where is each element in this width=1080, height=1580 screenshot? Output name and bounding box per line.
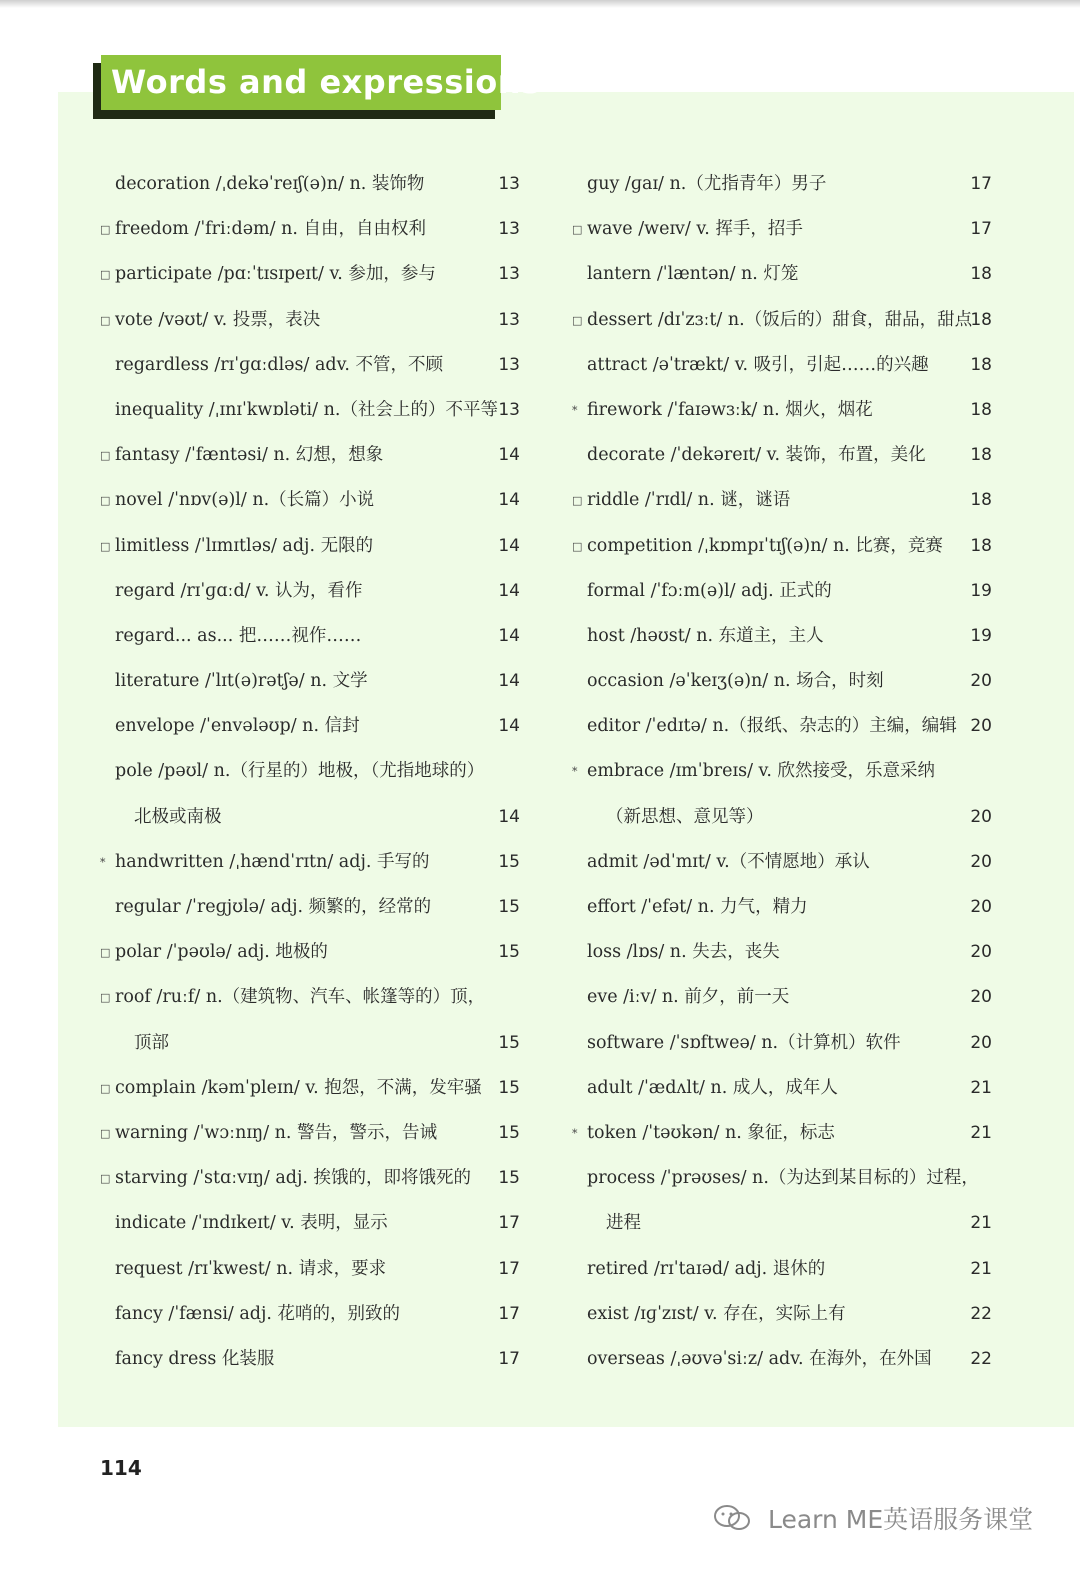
- entry-page-ref: 13: [498, 219, 520, 240]
- entry-text: roof /ruːf/ n.（建筑物、汽车、帐篷等的）顶，: [115, 987, 486, 1008]
- entry-page-ref: 17: [970, 219, 992, 240]
- entry-text: admit /ədˈmɪt/ v.（不情愿地）承认: [587, 851, 870, 872]
- vocab-entry: [100, 478, 520, 523]
- entry-page-ref: 20: [970, 987, 992, 1008]
- section-heading: Words and expressions: [101, 55, 501, 110]
- entry-text: riddle /ˈrɪdl/ n. 谜，谜语: [587, 490, 791, 511]
- entry-marker: □: [100, 313, 111, 327]
- entry-text: fancy dress 化装服: [115, 1348, 275, 1369]
- entry-page-ref: 20: [970, 806, 992, 827]
- entry-page-ref: 18: [970, 309, 992, 330]
- entry-text: lantern /ˈlæntən/ n. 灯笼: [587, 264, 799, 285]
- entry-text: attract /əˈtrækt/ v. 吸引，引起……的兴趣: [587, 354, 929, 375]
- vocab-entry: [572, 1156, 992, 1201]
- entry-page-ref: 17: [498, 1258, 520, 1279]
- entry-text: formal /ˈfɔːm(ə)l/ adj. 正式的: [587, 580, 832, 601]
- entry-marker: □: [100, 268, 111, 282]
- entry-page-ref: 18: [970, 490, 992, 511]
- vocab-entry: [572, 614, 992, 659]
- entry-page-ref: 17: [498, 1213, 520, 1234]
- vocab-entry: [100, 1111, 520, 1156]
- entry-text: editor /ˈedɪtə/ n.（报纸、杂志的）主编，编辑: [587, 716, 957, 737]
- entry-text: dessert /dɪˈzɜːt/ n.（饭后的）甜食，甜品，甜点: [587, 309, 973, 330]
- vocab-entry: [100, 659, 520, 704]
- entry-marker: □: [100, 494, 111, 508]
- watermark: [712, 1500, 1033, 1536]
- entry-page-ref: 18: [970, 399, 992, 420]
- entry-text: guy /ɡaɪ/ n.（尤指青年）男子: [587, 174, 827, 194]
- vocab-entry: [100, 749, 520, 794]
- vocab-entry: [572, 433, 992, 478]
- vocab-entry: [100, 1066, 520, 1111]
- vocab-entry: [100, 433, 520, 478]
- entry-page-ref: 20: [970, 1032, 992, 1053]
- entry-page-ref: 14: [498, 445, 520, 466]
- vocab-entry: [100, 388, 520, 433]
- vocab-entry: [572, 1066, 992, 1111]
- entry-marker: □: [100, 1081, 111, 1095]
- entry-page-ref: 15: [498, 897, 520, 917]
- entry-marker: □: [572, 313, 583, 327]
- entry-text: embrace /ɪmˈbreɪs/ v. 欣然接受，乐意采纳: [587, 761, 935, 782]
- vocab-entry: [572, 1201, 992, 1246]
- vocab-entry: [572, 659, 992, 704]
- entry-page-ref: 20: [970, 716, 992, 737]
- entry-page-ref: 21: [970, 1258, 992, 1279]
- entry-page-ref: 15: [498, 1168, 520, 1189]
- entry-text: limitless /ˈlɪmɪtləs/ adj. 无限的: [115, 535, 374, 556]
- entry-marker: *: [572, 765, 578, 779]
- entry-text: handwritten /ˌhændˈrɪtn/ adj. 手写的: [115, 851, 430, 872]
- entry-marker: □: [100, 946, 111, 960]
- entry-page-ref: 15: [498, 1122, 520, 1143]
- vocab-entry: [572, 1111, 992, 1156]
- vocab-entry: [572, 388, 992, 433]
- entry-text: regardless /rɪˈɡɑːdləs/ adv. 不管，不顾: [115, 354, 444, 375]
- entry-text: wave /weɪv/ v. 挥手，招手: [587, 219, 803, 240]
- entry-page-ref: 15: [498, 851, 520, 872]
- entry-text: fancy /ˈfænsi/ adj. 花哨的，别致的: [115, 1303, 401, 1324]
- vocab-entry: [572, 840, 992, 885]
- vocab-entry: [572, 569, 992, 614]
- entry-text: firework /ˈfaɪəwɜːk/ n. 烟火，烟花: [587, 399, 873, 420]
- entry-page-ref: 13: [498, 309, 520, 330]
- vocab-entry: [100, 885, 520, 930]
- entry-text: novel /ˈnɒv(ə)l/ n.（长篇）小说: [115, 490, 375, 511]
- entry-text: effort /ˈefət/ n. 力气，精力: [587, 897, 808, 917]
- entry-page-ref: 14: [498, 625, 520, 646]
- entry-text: loss /lɒs/ n. 失去，丧失: [587, 942, 780, 963]
- entry-page-ref: 18: [970, 535, 992, 556]
- entry-page-ref: 20: [970, 671, 992, 692]
- entry-page-ref: 14: [498, 716, 520, 737]
- vocab-entry: [100, 569, 520, 614]
- vocab-entry: [100, 162, 520, 207]
- entry-text: warning /ˈwɔːnɪŋ/ n. 警告，警示，告诫: [115, 1122, 438, 1143]
- entry-text: indicate /ˈɪndɪkeɪt/ v. 表明，显示: [115, 1213, 388, 1234]
- vocab-entry: [100, 524, 520, 569]
- page-top-shadow: [0, 0, 1080, 8]
- vocab-entry: [100, 614, 520, 659]
- vocab-entry: [100, 343, 520, 388]
- vocab-entry: [100, 930, 520, 975]
- entry-marker: *: [572, 1126, 578, 1140]
- entry-page-ref: 17: [970, 174, 992, 194]
- entry-text: retired /rɪˈtaɪəd/ adj. 退休的: [587, 1258, 826, 1279]
- entry-text: exist /ɪɡˈzɪst/ v. 存在，实际上有: [587, 1303, 846, 1324]
- vocab-entry: [572, 207, 992, 252]
- vocab-entry: [100, 1201, 520, 1246]
- entry-text: starving /ˈstɑːvɪŋ/ adj. 挨饿的，即将饿死的: [115, 1168, 472, 1189]
- entry-page-ref: 15: [498, 942, 520, 963]
- entry-marker: *: [572, 403, 578, 417]
- watermark-text: Learn ME英语服务课堂: [767, 1505, 1034, 1534]
- entry-marker: □: [100, 1172, 111, 1186]
- entry-page-ref: 17: [498, 1348, 520, 1369]
- entry-text: complain /kəmˈpleɪn/ v. 抱怨，不满，发牢骚: [115, 1077, 482, 1098]
- entry-text: adult /ˈædʌlt/ n. 成人，成年人: [587, 1077, 838, 1098]
- entry-text: vote /vəʊt/ v. 投票，表决: [115, 309, 321, 330]
- entry-text: competition /ˌkɒmpɪˈtɪʃ(ə)n/ n. 比赛，竞赛: [587, 535, 943, 556]
- entry-page-ref: 22: [970, 1348, 992, 1369]
- entry-text: software /ˈsɒftweə/ n.（计算机）软件: [587, 1032, 901, 1053]
- entry-page-ref: 21: [970, 1213, 992, 1234]
- vocab-entry: [100, 795, 520, 840]
- left-word-column: [100, 162, 520, 1382]
- entry-page-ref: 15: [498, 1077, 520, 1098]
- entry-text: request /rɪˈkwest/ n. 请求，要求: [115, 1258, 387, 1279]
- entry-text: eve /iːv/ n. 前夕，前一天: [587, 987, 790, 1008]
- entry-page-ref: 14: [498, 580, 520, 601]
- entry-text-continued: （新思想、意见等）: [606, 806, 764, 827]
- entry-text: decoration /ˌdekəˈreɪʃ(ə)n/ n. 装饰物: [115, 174, 425, 194]
- entry-page-ref: 15: [498, 1032, 520, 1053]
- entry-marker: □: [572, 494, 583, 508]
- entry-text: fantasy /ˈfæntəsi/ n. 幻想，想象: [115, 445, 384, 466]
- vocab-entry: [572, 749, 992, 794]
- wechat-icon: [712, 1503, 752, 1533]
- vocab-entry: [572, 1021, 992, 1066]
- entry-text: regular /ˈreɡjʊlə/ adj. 频繁的，经常的: [115, 897, 432, 917]
- vocab-entry: [100, 252, 520, 297]
- entry-text: participate /pɑːˈtɪsɪpeɪt/ v. 参加，参与: [115, 264, 436, 285]
- vocab-entry: [572, 162, 992, 207]
- entry-text-continued: 北极或南极: [134, 806, 222, 827]
- vocab-entry: [572, 1292, 992, 1337]
- vocab-entry: [572, 478, 992, 523]
- entry-text: regard /rɪˈɡɑːd/ v. 认为，看作: [115, 580, 363, 601]
- entry-page-ref: 19: [970, 625, 992, 646]
- entry-marker: □: [572, 223, 583, 237]
- entry-page-ref: 21: [970, 1077, 992, 1098]
- entry-page-ref: 18: [970, 354, 992, 375]
- vocab-entry: [572, 343, 992, 388]
- entry-text: token /ˈtəʊkən/ n. 象征，标志: [587, 1122, 835, 1143]
- entry-page-ref: 22: [970, 1303, 992, 1324]
- entry-page-ref: 21: [970, 1122, 992, 1143]
- entry-page-ref: 13: [498, 174, 520, 194]
- entry-page-ref: 17: [498, 1303, 520, 1324]
- vocab-entry: [572, 885, 992, 930]
- entry-text: overseas /ˌəʊvəˈsiːz/ adv. 在海外，在外国: [587, 1348, 932, 1369]
- entry-page-ref: 20: [970, 897, 992, 917]
- entry-text: pole /pəʊl/ n.（行星的）地极，（尤指地球的）: [115, 761, 485, 782]
- entry-page-ref: 14: [498, 490, 520, 511]
- entry-text: inequality /ˌɪnɪˈkwɒləti/ n.（社会上的）不平等: [115, 399, 498, 420]
- vocab-entry: [100, 207, 520, 252]
- vocab-entry: [100, 1292, 520, 1337]
- vocab-entry: [100, 840, 520, 885]
- entry-text-continued: 进程: [606, 1213, 641, 1234]
- entry-text: decorate /ˈdekəreɪt/ v. 装饰，布置，美化: [587, 445, 926, 466]
- entry-page-ref: 18: [970, 264, 992, 285]
- entry-page-ref: 13: [498, 264, 520, 285]
- entry-page-ref: 13: [498, 399, 520, 420]
- vocab-entry: [572, 298, 992, 343]
- page-number: 114: [100, 1456, 142, 1480]
- entry-page-ref: 20: [970, 942, 992, 963]
- entry-page-ref: 14: [498, 806, 520, 827]
- entry-text: regard... as... 把……视作……: [115, 625, 362, 646]
- entry-text: literature /ˈlɪt(ə)rətʃə/ n. 文学: [115, 671, 368, 692]
- vocab-entry: [572, 252, 992, 297]
- vocab-entry: [572, 795, 992, 840]
- entry-page-ref: 20: [970, 851, 992, 872]
- entry-marker: □: [100, 223, 111, 237]
- entry-page-ref: 14: [498, 671, 520, 692]
- entry-marker: □: [100, 1126, 111, 1140]
- entry-text: freedom /ˈfriːdəm/ n. 自由，自由权利: [115, 219, 427, 240]
- vocab-entry: [572, 1247, 992, 1292]
- entry-marker: *: [100, 855, 106, 869]
- entry-text: host /həʊst/ n. 东道主，主人: [587, 625, 824, 646]
- vocab-entry: [100, 1247, 520, 1292]
- vocab-entry: [100, 298, 520, 343]
- vocab-entry: [572, 704, 992, 749]
- entry-text-continued: 顶部: [134, 1032, 169, 1053]
- vocab-entry: [100, 975, 520, 1020]
- entry-page-ref: 18: [970, 445, 992, 466]
- entry-page-ref: 19: [970, 580, 992, 601]
- vocab-entry: [572, 975, 992, 1020]
- right-word-column: [572, 162, 992, 1382]
- entry-page-ref: 13: [498, 354, 520, 375]
- entry-text: occasion /əˈkeɪʒ(ə)n/ n. 场合，时刻: [587, 671, 884, 692]
- vocab-entry: [100, 1337, 520, 1382]
- entry-marker: □: [100, 991, 111, 1005]
- entry-text: polar /ˈpəʊlə/ adj. 地极的: [115, 942, 328, 963]
- vocab-entry: [100, 1156, 520, 1201]
- entry-page-ref: 14: [498, 535, 520, 556]
- entry-marker: □: [572, 539, 583, 553]
- vocab-entry: [572, 524, 992, 569]
- vocab-entry: [100, 1021, 520, 1066]
- entry-marker: □: [100, 539, 111, 553]
- entry-text: process /ˈprəʊses/ n.（为达到某目标的）过程，: [587, 1168, 979, 1189]
- vocab-entry: [100, 704, 520, 749]
- vocab-entry: [572, 930, 992, 975]
- vocab-entry: [572, 1337, 992, 1382]
- entry-text: envelope /ˈenvələʊp/ n. 信封: [115, 716, 360, 737]
- entry-marker: □: [100, 449, 111, 463]
